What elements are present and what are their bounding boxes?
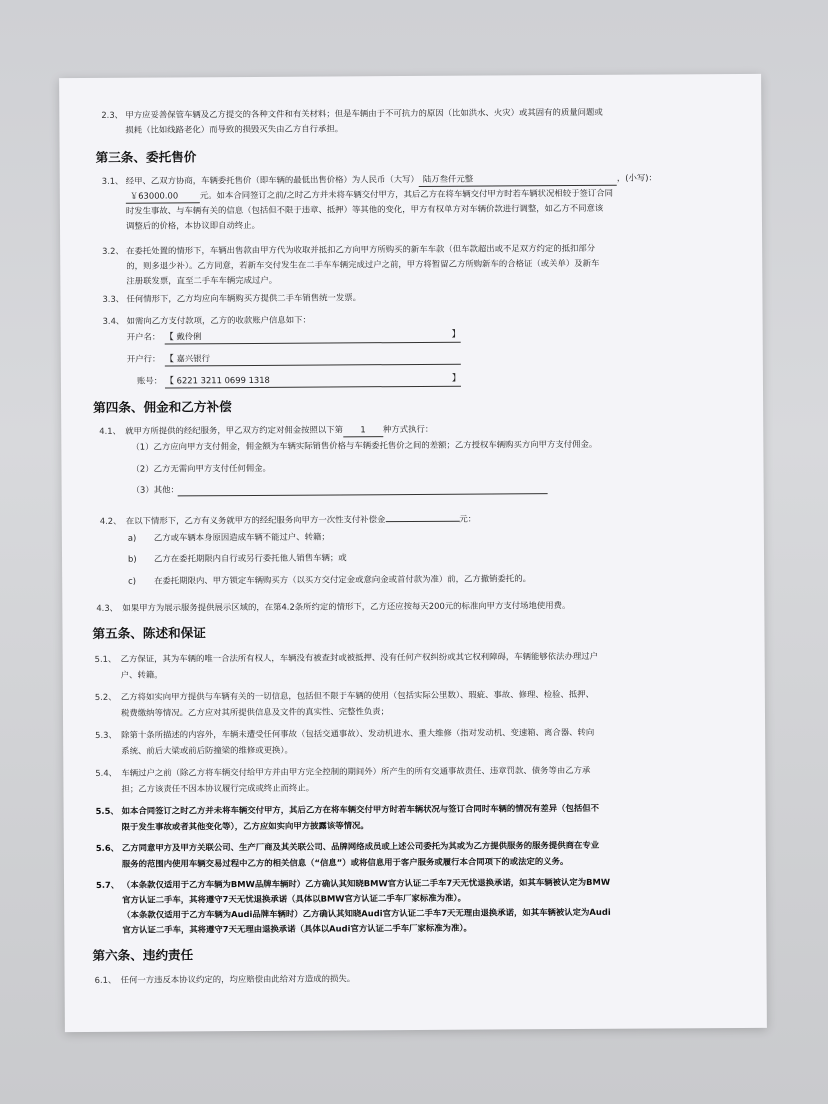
list-key: b) [127,553,137,564]
clause-text: 官方认证二手车，其将遵守7天无理由退换承诺（具体以Audi官方认证二手车厂家标准为准）。 [122,922,472,935]
account-holder-label: 开户名： [126,331,161,342]
clause-number: 3.1、 [101,175,124,186]
clause-text: 乙方保证，其为车辆的唯一合法所有权人，车辆没有被查封或被抵押、没有任何产权纠纷或其它权利障碍，车辆能够依法办理过户 [120,650,599,664]
clause-text: 乙方将如实向甲方提供与车辆有关的一切信息，包括但不限于车辆的使用（包括实际公里数）、瑕疵、事故、修理、检验、抵押、 [120,688,595,702]
other-option-blank [178,493,548,496]
clause-number: 5.2、 [94,691,117,702]
clause-number: 5.3、 [95,729,117,740]
list-item: 乙方或车辆本身原因造成车辆不能过户、转籍； [153,531,330,543]
clause-text: 如本合同签订之时乙方并未将车辆交付甲方，其后乙方在将车辆交付甲方时若车辆状况与签订合同时车辆的情况有差异（包括但不 [121,802,599,816]
clause-text: 系统、前后大梁或前后防撞梁的维修或更换）。 [121,744,293,756]
section-title: 第五条、陈述和保证 [92,625,206,641]
option-text: （1）乙方应向甲方支付佣金，佣金额为车辆实际销售价格与车辆委托售价之间的差额；乙方授权车辆购买方向甲方支付佣金。 [131,438,598,452]
clause-text: 的，则多退少补）。乙方同意，若新车交付发生在二手车车辆完成过户之前，甲方将暂留乙方所购新车的合格证（或关单）及新车 [126,257,600,271]
clause-number: 3.3、 [102,293,125,304]
clause-number: 5.5、 [95,805,119,816]
clause-number: 4.2、 [99,515,122,526]
compensation-blank [385,521,459,522]
clause-number: 5.4、 [95,767,118,778]
clause-text: 服务的范围内使用车辆交易过程中乙方的相关信息（“信息”）或将信息用于客户服务或履行本合同项下的或法定的义务。 [121,856,569,869]
amount-chinese: 陆万叁仟元整 [419,172,617,187]
clause-text: 限于发生事故或者其他变化等），乙方应如实向甲方披露该等情况。 [121,820,369,832]
clause-text: 在委托处置的情形下，车辆出售款由甲方代为收取并抵扣乙方向甲方所购买的新车车款（但车款超出或不足双方约定的抵扣部分 [126,242,596,256]
clause-text: 除第十条所描述的内容外，车辆未遭受任何事故（包括交通事故）、发动机进水、重大维修（指对发动机、变速箱、离合器、转向 [121,726,595,740]
account-number-value: 6221 3211 0699 1318 [176,374,270,386]
bank-label: 开户行： [126,353,161,364]
clause-text: 时发生事故、与车辆有关的信息（包括但不限于违章、抵押）等其他的变化，甲方有权单方对车辆价款进行调整，如乙方不同意该 [125,202,604,216]
clause-text: ￥63000.00 元。如本合同签订之前/之时乙方并未将车辆交付甲方，其后乙方在将车辆交付甲方时若车辆状况相较于签订合同 [126,186,613,204]
clause-number: 2.3、 [101,109,124,120]
clause-text: 户、转籍。 [120,669,163,680]
clause-text: 注册联发票，直至二手车车辆完成过户。 [126,274,278,286]
amount-number: ￥63000.00 [126,189,200,203]
list-key: a) [127,532,137,543]
clause-text: 就甲方所提供的经纪服务，甲乙双方约定对佣金按照以下第 1 种方式执行： [125,423,434,436]
clause-text: 乙方同意甲方及甲方关联公司、生产厂商及其关联公司、品牌网络成员或上述公司委托为其或为乙方提供服务的服务提供商在专业 [121,839,600,853]
clause-number: 4.3、 [96,602,119,613]
clause-text: 任何一方违反本协议约定的，均应赔偿由此给对方造成的损失。 [120,973,356,985]
option-text: （2）乙方无需向甲方支付任何佣金。 [131,462,271,474]
clause-text: 在以下情形下，乙方有义务就甲方的经纪服务向甲方一次性支付补偿金 元： [125,513,477,526]
section-title: 第四条、佣金和乙方补偿 [93,399,232,415]
bank-value: 嘉兴银行 [176,353,211,364]
list-key: c) [128,575,137,586]
clause-text: 税费缴纳等情况。乙方应对其所提供信息及文件的真实性、完整性负责； [120,706,389,718]
section-title: 第六条、违约责任 [92,947,194,963]
clause-text: 任何情形下，乙方均应向车辆购买方提供二手车销售统一发票。 [126,292,361,304]
contract-page [59,74,767,1032]
clause-number: 5.7、 [95,879,120,890]
list-item: 在委托期限内、甲方锁定车辆购买方（以买方交付定金或意向金或首付款为准）前，乙方撤销委托的。 [154,573,532,586]
clause-number: 4.1、 [99,425,121,436]
clause-text: （本条款仅适用于乙方车辆为BMW品牌车辆时）乙方确认其知晓BMW官方认证二手车7天无忧退换承诺，如其车辆被认定为BMW [121,876,611,890]
clause-number: 3.2、 [102,245,124,256]
clause-text: 如需向乙方支付款项，乙方的收款账户信息如下： [126,314,311,326]
clause-number: 3.4、 [102,315,125,326]
clause-text: 官方认证二手车，其将遵守7天无忧退换承诺（具体以BMW官方认证二手车厂家标准为准）。 [122,892,466,905]
section-title: 第三条、委托售价 [95,149,197,165]
clause-text: 甲方应妥善保管车辆及乙方提交的各种文件和有关材料；但是车辆由于不可抗力的原因（比如洪水、火灾）或其固有的质量问题或 [125,106,603,120]
clause-number: 6.1、 [94,974,117,985]
clause-number: 5.6、 [95,842,120,853]
account-holder-value: 戴伶俐 [176,331,202,342]
account-holder-field: 【 戴伶俐 】 [164,329,461,343]
account-number-label: 账号： [136,375,163,386]
clause-text: 担；乙方该责任不因本协议履行完成或终止而终止。 [121,782,315,794]
clause-text: 如果甲方为展示服务提供展示区域的，在第4.2条所约定的情形下，乙方还应按每天200元的标准向甲方支付场地使用费。 [122,600,571,613]
option-text: （3）其他： [131,484,179,495]
clause-text: 损耗（比如线路老化）而导致的损毁灭失由乙方自行承担。 [125,123,344,135]
bank-field: 【 嘉兴银行 [165,350,461,367]
list-item: 乙方在委托期限内自行或另行委托他人销售车辆；或 [153,552,347,564]
account-number-field: 【 6221 3211 0699 1318 】 [164,373,461,387]
clause-text: 调整后的价格，本协议即自动终止。 [125,219,261,231]
clause-number: 5.1、 [94,653,117,664]
clause-text: （本条款仅适用于乙方车辆为Audi品牌车辆时）乙方确认其知晓Audi官方认证二手车7天无理由退换承诺，如其车辆被认定为Audi [122,906,611,920]
clause-text: 车辆过户之前（除乙方将车辆交付给甲方并由甲方完全控制的期间外）所产生的所有交通事故责任、违章罚款、债务等由乙方承 [121,764,591,778]
commission-option-choice: 1 [343,423,383,437]
clause-text: 经甲、乙双方协商，车辆委托售价（即车辆的最低出售价格）为人民币（大写） 陆万叁仟元整 ，(小写)： [125,172,657,186]
